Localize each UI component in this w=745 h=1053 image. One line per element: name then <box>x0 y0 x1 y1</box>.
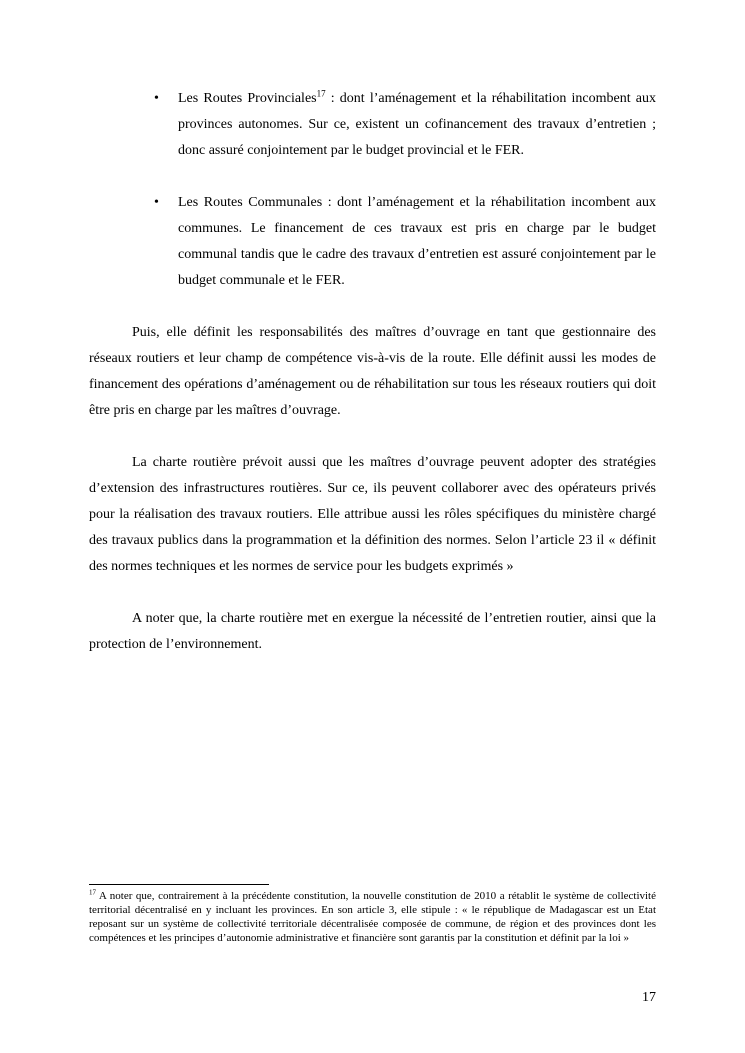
paragraph-strategies: La charte routière prévoit aussi que les maîtres d’ouvrage peuvent adopter des stratégies d’extension des infrastructures routières. Sur ce, ils peuvent collaborer avec des opérateurs privés pour la réalisation des travaux routiers. Elle attribue aussi les rôles spécifiques du ministère chargé des travaux publics dans la programmation et la définition des normes. Selon l’article 23 il « définit des normes techniques et les normes de service pour les budgets exprimés » <box>89 455 656 574</box>
page-number: 17 <box>642 990 656 1005</box>
bullet-icon: • <box>154 91 159 106</box>
bullet-icon: • <box>154 195 159 210</box>
footnote-text: A noter que, contrairement à la précédente constitution, la nouvelle constitution de 2010 a rétablit le système de collectivité territorial décentralisé en y incluant les provinces. En son article 3, elle stipule : « le république de Madagascar est un Etat reposant sur un système de collectivité territoriale décentralisée composée de commune, de région et des provinces dont les compétences et les principes d’autonomie administrative et financière sont garantis par la constitution et définit par la loi » <box>89 890 656 944</box>
footnote-separator <box>89 884 269 885</box>
footnote <box>89 889 656 945</box>
road-types-list <box>89 86 656 294</box>
paragraph-responsibilities: Puis, elle définit les responsabilités des maîtres d’ouvrage en tant que gestionnaire des réseaux routiers et leur champ de compétence vis-à-vis de la route. Elle définit aussi les modes de financement des opérations d’aménagement ou de réhabilitation sur tous les réseaux routiers qui doit être pris en charge par les maîtres d’ouvrage. <box>89 325 656 418</box>
bullet-lead: Les Routes Communales <box>178 195 323 210</box>
footnote-reference[interactable]: 17 <box>316 88 326 99</box>
bullet-lead: Les Routes Provinciales <box>178 91 317 106</box>
bullet-text: : dont l’aménagement et la réhabilitation incombent aux provinces autonomes. Sur ce, existent un cofinancement des travaux d’entretien ; donc assuré conjointement par le budget provincial et le FER. <box>178 91 657 158</box>
bullet-text: : dont l’aménagement et la réhabilitation incombent aux communes. Le financement de ces travaux est pris en charge par le budget communal tandis que le cadre des travaux d’entretien est assuré conjointement par le budget communale et le FER. <box>178 195 656 288</box>
body-text <box>89 86 656 684</box>
footnote-number: 17 <box>89 888 96 897</box>
paragraph-maintenance: A noter que, la charte routière met en exergue la nécessité de l’entretien routier, ainsi que la protection de l’environnement. <box>89 611 656 652</box>
list-item-communal-roads <box>154 190 656 294</box>
list-item-provincial-roads <box>154 86 657 164</box>
